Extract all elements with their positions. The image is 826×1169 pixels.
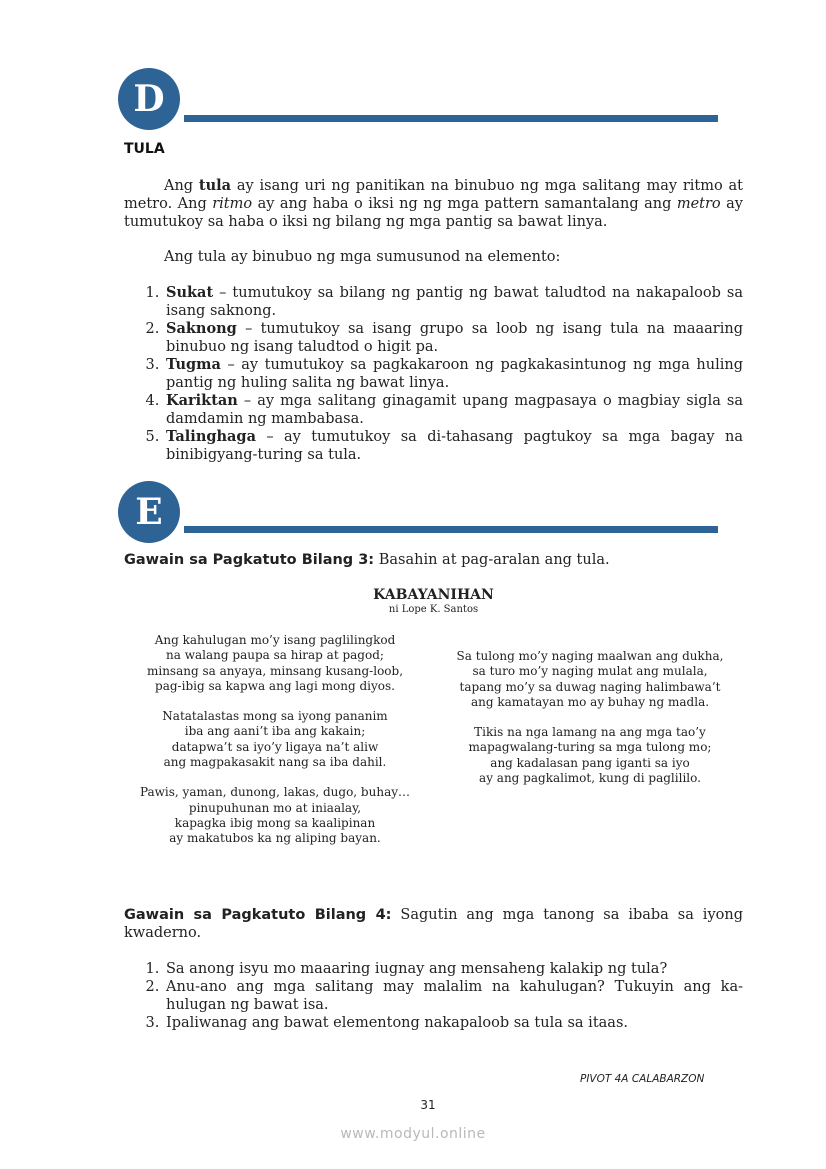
text: ay tumutukoy sa haba o iksi ng bilang ng mga pantig sa bawat linya. (124, 196, 743, 230)
stanza (440, 725, 740, 786)
verse-line: pinupuhunan mo at iniaalay, (188, 800, 362, 815)
verse-line: sa turo mo’y naging mulat ang mulala, (472, 664, 708, 679)
verse-line: ay makatubos ka ng aliping bayan. (169, 831, 381, 846)
elements-list (124, 284, 743, 464)
text: ay isang uri ng panitikan na binubuo ng mga salitang may ritmo at metro. Ang (124, 178, 743, 212)
list-item (164, 392, 743, 428)
stanza (440, 649, 740, 710)
list-item (164, 428, 743, 464)
element-desc: – tumutukoy sa isang grupo sa loob ng isang tula na maaaring binubuo ng isang taludtod o higit pa. (166, 321, 743, 355)
question-item: 3. Ipaliwanag ang bawat elementong nakapaloob sa tula sa itaas. (164, 1014, 743, 1032)
poem-author: ni Lope K. Santos (388, 604, 479, 615)
section-e-rule (184, 526, 718, 533)
verse-line: ang kadalasan pang iganti sa iyo (490, 755, 690, 770)
question-item: 2. Anu-ano ang mga salitang may malalim na kahulugan? Tukuyin ang ka-hulugan ng bawat isa. (164, 978, 743, 1014)
term-tula: tula (198, 177, 232, 194)
term-metro: metro (676, 196, 721, 212)
gawain-3 (124, 551, 743, 569)
watermark: www.modyul.online (340, 1126, 486, 1142)
stanza (120, 633, 430, 694)
list-item (164, 320, 743, 356)
page-number: 31 (420, 1098, 436, 1112)
poem-left-column (120, 633, 430, 862)
verse-line: Sa tulong mo’y naging maalwan ang dukha, (456, 649, 724, 663)
elements-lead: Ang tula ay binubuo ng mga sumusunod na elemento: (164, 249, 561, 265)
term-ritmo: ritmo (212, 196, 253, 212)
element-desc: – tumutukoy sa bilang ng pantig ng bawat taludtod na nakapaloob sa isang saknong. (166, 285, 743, 319)
element-desc: – ay mga salitang ginagamit upang magpasaya o magbiay sigla sa damdamin ng mambabasa. (166, 393, 743, 427)
element-term: Talinghaga (166, 428, 256, 445)
section-d-rule (184, 115, 718, 122)
stanza (120, 709, 430, 770)
questions-list (124, 960, 743, 1032)
verse-line: tapang mo’y sa duwag naging halimbawa’t (459, 679, 721, 694)
poem-right-column (440, 649, 740, 801)
question-item: 1. Sa anong isyu mo maaaring iugnay ang mensaheng kalakip ng tula? (164, 960, 743, 978)
gawain-4-label: Gawain sa Pagkatuto Bilang 4: (124, 907, 392, 923)
text: ay ang haba o iksi ng ng mga pattern samantalang ang (252, 196, 677, 212)
verse-line: ay ang pagkalimot, kung di paglililo. (479, 771, 701, 786)
footer-publisher: PIVOT 4A CALABARZON (580, 1073, 705, 1085)
element-term: Kariktan (166, 392, 238, 409)
verse-line: mapagwalang-turing sa mga tulong mo; (468, 740, 712, 755)
verse-line: Tikis na nga lamang na ang mga tao’y (474, 725, 706, 740)
element-term: Tugma (166, 356, 221, 373)
section-d-heading: TULA (124, 141, 165, 157)
verse-line: datapwa’t sa iyo’y ligaya na’t aliw (171, 739, 379, 754)
poem-title: KABAYANIHAN (373, 587, 494, 603)
gawain-3-text: Basahin at pag-aralan ang tula. (374, 552, 610, 568)
list-item (164, 356, 743, 392)
text: Ang (164, 178, 199, 194)
verse-line: kapagka ibig mong sa kaalipinan (174, 815, 376, 830)
list-item (164, 284, 743, 320)
section-d-badge: D (118, 68, 180, 130)
verse-line: ang magpakasakit nang sa iba dahil. (163, 755, 387, 770)
gawain-4-text: Sagutin ang mga tanong sa ibaba sa iyong kwaderno. (124, 907, 743, 941)
verse-line: minsang sa anyaya, minsang kusang-loob, (146, 663, 404, 678)
verse-line: na walang paupa sa hirap at pagod; (166, 648, 384, 663)
verse-line: pag-ibig sa kapwa ang lagi mong diyos. (155, 678, 395, 693)
gawain-3-label: Gawain sa Pagkatuto Bilang 3: (124, 552, 375, 568)
verse-line: Natatalastas mong sa iyong pananim (162, 709, 388, 724)
element-desc: – ay tumutukoy sa di-tahasang pagtukoy sa mga bagay na binibigyang-turing sa tula. (166, 429, 743, 463)
section-e-badge: E (118, 481, 180, 543)
verse-line: iba ang aani’t iba ang kakain; (184, 724, 366, 739)
verse-line: ang kamatayan mo ay buhay ng madla. (470, 694, 710, 709)
verse-line: Pawis, yaman, dunong, lakas, dugo, buhay… (139, 785, 411, 800)
stanza (120, 785, 430, 846)
element-term: Sukat (166, 284, 214, 301)
element-desc: – ay tumutukoy sa pagkakaroon ng pagkakasintunog ng mga huling pantig ng huling salita ng bawat linya. (166, 357, 743, 391)
verse-line: Ang kahulugan mo’y isang paglilingkod (154, 633, 396, 647)
tula-definition (124, 177, 743, 231)
gawain-4 (124, 906, 743, 942)
element-term: Saknong (166, 320, 237, 337)
